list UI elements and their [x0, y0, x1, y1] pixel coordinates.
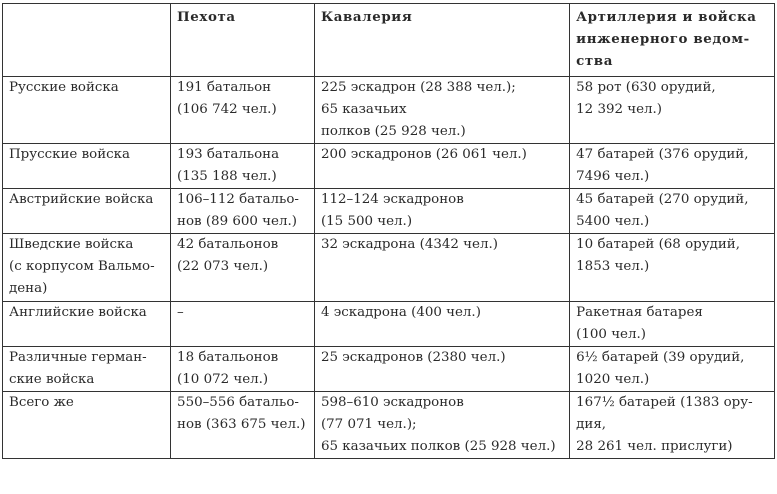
cell-cavalry	[314, 302, 569, 347]
cell-infantry	[171, 302, 315, 347]
cell-line: 4 эскадрона (400 чел.)	[320, 305, 481, 320]
cell-cavalry	[314, 189, 569, 234]
cell-line: (15 500 чел.)	[320, 214, 413, 229]
cell-line: 167½ батарей (1383 ору-	[576, 395, 753, 410]
cell-infantry	[171, 392, 315, 459]
cell-army	[3, 77, 171, 144]
cell-line: (77 071 чел.);	[320, 417, 417, 432]
cell-army	[3, 302, 171, 347]
cell-line: 65 казачьих	[320, 102, 407, 117]
cell-artillery	[570, 144, 775, 189]
cell-line: 28 261 чел. прислуги)	[576, 439, 733, 454]
cell-line: 225 эскадрон (28 388 чел.);	[320, 80, 516, 95]
cell-cavalry	[314, 347, 569, 392]
cell-line: 193 батальона	[177, 147, 280, 162]
cell-line: 112–124 эскадронов	[320, 192, 464, 207]
cell-line: (22 073 чел.)	[177, 259, 269, 274]
cell-line: (100 чел.)	[576, 327, 646, 342]
cell-artillery	[570, 392, 775, 459]
cell-artillery	[570, 234, 775, 302]
table-row	[3, 189, 775, 234]
cell-infantry	[171, 144, 315, 189]
cell-line: 191 батальон	[177, 80, 272, 95]
cell-artillery	[570, 302, 775, 347]
cell-cavalry	[314, 234, 569, 302]
cell-line: полков (25 928 чел.)	[320, 124, 466, 139]
cell-line: 106–112 батальо-	[177, 192, 299, 207]
table-row	[3, 392, 775, 459]
cell-line: Всего же	[9, 395, 74, 410]
header-row	[3, 4, 775, 77]
cell-line: (135 188 чел.)	[177, 169, 277, 184]
cell-line: 1853 чел.)	[576, 259, 650, 274]
cell-line: ские войска	[9, 372, 95, 387]
cell-line: 45 батарей (270 орудий,	[576, 192, 749, 207]
cell-line: Английские войска	[9, 305, 147, 320]
cell-line: 47 батарей (376 орудий,	[576, 147, 749, 162]
table-row	[3, 144, 775, 189]
cell-infantry	[171, 77, 315, 144]
header-infantry: Пехота	[171, 4, 315, 77]
cell-line: 7496 чел.)	[576, 169, 650, 184]
cell-line: нов (363 675 чел.)	[177, 417, 306, 432]
cell-line: 58 рот (630 орудий,	[576, 80, 716, 95]
header-empty	[3, 4, 171, 77]
cell-line: (10 072 чел.)	[177, 372, 269, 387]
cell-army	[3, 189, 171, 234]
cell-line: Ракетная батарея	[576, 305, 703, 320]
table-row	[3, 302, 775, 347]
cell-line: дия,	[576, 417, 607, 432]
cell-line: 5400 чел.)	[576, 214, 650, 229]
cell-line: Шведские войска	[9, 237, 134, 252]
cell-infantry	[171, 347, 315, 392]
cell-line: 200 эскадронов (26 061 чел.)	[320, 147, 527, 162]
cell-artillery	[570, 189, 775, 234]
cell-line: 6½ батарей (39 орудий,	[576, 350, 745, 365]
cell-line: 25 эскадронов (2380 чел.)	[320, 350, 506, 365]
cell-line: Прусские войска	[9, 147, 130, 162]
cell-artillery	[570, 347, 775, 392]
cell-line: нов (89 600 чел.)	[177, 214, 297, 229]
cell-artillery	[570, 77, 775, 144]
cell-line: (106 742 чел.)	[177, 102, 277, 117]
cell-line: 598–610 эскадронов	[320, 395, 464, 410]
cell-line: 65 казачьих полков (25 928 чел.)	[320, 439, 556, 454]
table-row	[3, 347, 775, 392]
table-row	[3, 77, 775, 144]
cell-line: 42 батальонов	[177, 237, 279, 252]
cell-line: 32 эскадрона (4342 чел.)	[320, 237, 498, 252]
cell-line: Различные герман-	[9, 350, 147, 365]
cell-cavalry	[314, 392, 569, 459]
cell-infantry	[171, 234, 315, 302]
cell-line: (с корпусом Вальмо-	[9, 259, 155, 274]
cell-line: 12 392 чел.)	[576, 102, 663, 117]
header-artillery: Артиллерия и войска инженерного ведом- ства	[570, 4, 775, 77]
cell-army	[3, 234, 171, 302]
header-cavalry: Кавалерия	[314, 4, 569, 77]
cell-line: Русские войска	[9, 80, 119, 95]
forces-table	[2, 3, 775, 459]
cell-army	[3, 144, 171, 189]
cell-line: 18 батальонов	[177, 350, 279, 365]
table-row	[3, 234, 775, 302]
cell-cavalry	[314, 144, 569, 189]
cell-line: Австрийские войска	[9, 192, 154, 207]
cell-infantry	[171, 189, 315, 234]
cell-line: 10 батарей (68 орудий,	[576, 237, 740, 252]
cell-line: 1020 чел.)	[576, 372, 650, 387]
cell-cavalry	[314, 77, 569, 144]
cell-line: 550–556 батальо-	[177, 395, 299, 410]
cell-army	[3, 347, 171, 392]
cell-army	[3, 392, 171, 459]
cell-line: –	[177, 305, 184, 320]
cell-line: дена)	[9, 281, 48, 296]
